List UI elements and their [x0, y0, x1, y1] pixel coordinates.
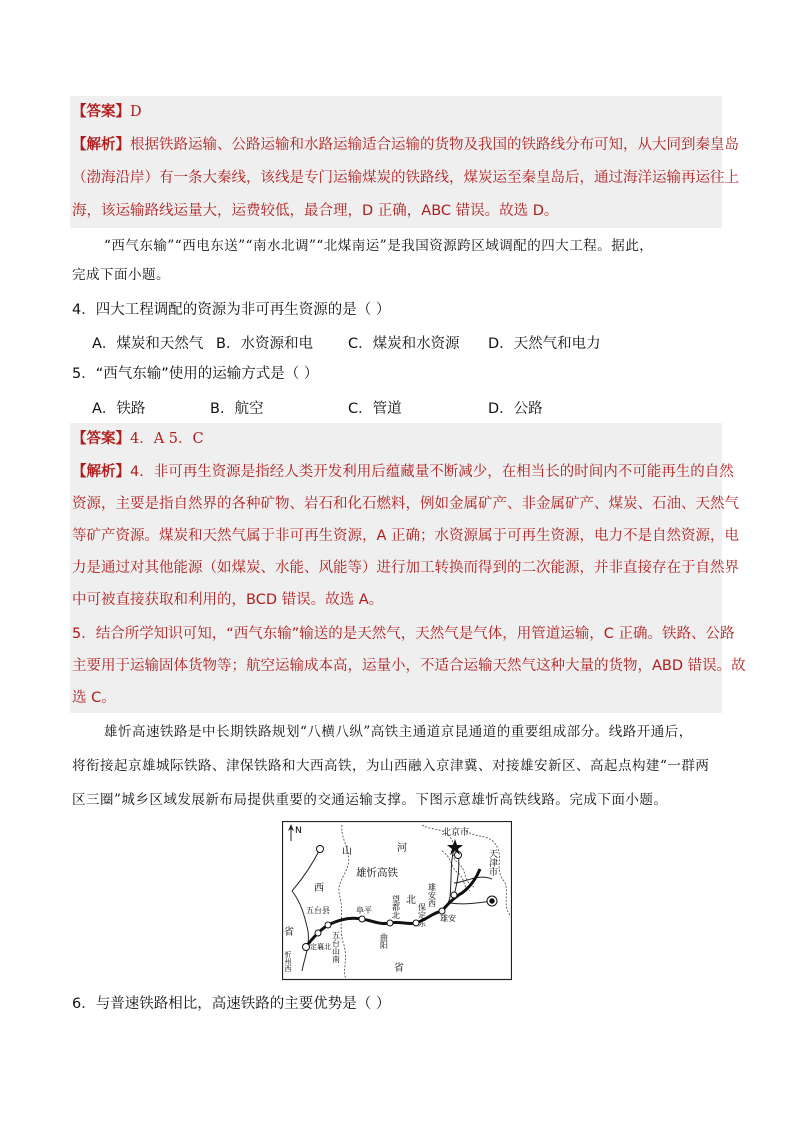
map-label-shan: 山 — [342, 846, 352, 857]
map-label-baodingdong: 保定东 — [417, 903, 427, 927]
analysis-line: 选 C。 — [72, 690, 116, 706]
map-label-sheng: 省 — [394, 963, 404, 974]
map-label-beijing: 北京市 — [442, 828, 470, 838]
analysis-line: 资源，主要是指自然界的各种矿物、岩石和化石燃料，例如金属矿产、非金属矿产、煤炭、石油、天然气 — [72, 496, 739, 512]
option-c: C．管道 — [348, 401, 402, 417]
map-label-sheng: 省 — [284, 927, 294, 938]
analysis-line: 等矿产资源。煤炭和天然气属于非可再生资源，A 正确；水资源属于可再生资源，电力不是自然资源，电 — [72, 528, 740, 544]
answer-value: 4．A 5．C — [130, 431, 204, 447]
analysis-line — [72, 135, 739, 155]
answer-value: D — [130, 104, 142, 120]
map-label-wangdubei: 望都北 — [391, 895, 401, 919]
question-intro: 将衔接起京雄城际铁路、津保铁路和大西高铁，为山西融入京津冀、对接雄安新区、高起点构建“一群两 — [72, 758, 710, 774]
question-stem-5: 5．“西气东输”使用的运输方式是（ ） — [72, 366, 319, 382]
map-label-tianjin: 天津市 — [487, 849, 497, 876]
map-label-wutaixian: 五台县 — [306, 906, 330, 915]
answer-line-2 — [72, 429, 204, 449]
option-c: C．煤炭和水资源 — [348, 336, 460, 352]
analysis-line: 中可被直接获取和利用的，BCD 错误。故选 A。 — [72, 592, 384, 608]
question-intro: 完成下面小题。 — [72, 267, 170, 283]
map-label-xionganxi: 雄安西 — [427, 883, 437, 907]
map-label-xiongan: 雄安 — [440, 914, 456, 923]
map-label-fuping: 阜平 — [356, 906, 372, 915]
analysis-line: 主要用于运输固体货物等；航空运输成本高，运量小，不适合运输天然气这种大量的货物，ABD 错误。故 — [72, 658, 746, 674]
map-label-xi: 西 — [314, 883, 324, 894]
map-label-bei: 北 — [406, 895, 416, 906]
question-stem-6: 6．与普速铁路相比，高速铁路的主要优势是（ ） — [72, 996, 391, 1012]
question-intro: 区三圈”城乡区域发展新布局提供重要的交通运输支撑。下图示意雄忻高铁线路。完成下面小题。 — [72, 792, 668, 808]
option-a: A．铁路 — [92, 401, 146, 417]
map-label-railway: 雄忻高铁 — [356, 867, 398, 879]
question-intro: “西气东输”“西电东送”“南水北调”“北煤南运”是我国资源跨区域调配的四大工程。据此， — [104, 238, 654, 254]
analysis-line: 海，该运输路线运量大，运费较低，最合理，D 正确，ABC 错误。故选 D。 — [72, 203, 559, 219]
option-b: B．水资源和电 — [216, 336, 313, 352]
answer-tag: 【答案】 — [72, 104, 130, 120]
railway-map — [282, 821, 512, 981]
answer-tag: 【答案】 — [72, 431, 130, 447]
analysis-line: 5．结合所学知识可知，“西气东输”输送的是天然气，天然气是气体，用管道运输，C 正确。铁路、公路 — [72, 626, 735, 642]
map-label-dingxiangbei: 定襄北 — [310, 943, 331, 951]
map-label-quyang: 曲阳 — [379, 933, 389, 949]
map-label-wutaishannan: 五台山南 — [331, 931, 341, 963]
analysis-tag: 【解析】 — [72, 137, 130, 153]
question-intro: 雄忻高速铁路是中长期铁路规划“八横八纵”高铁主通道京昆通道的重要组成部分。线路开通后， — [104, 724, 693, 740]
analysis-text: 4．非可再生资源是指经人类开发利用后蕴藏量不断减少，在相当长的时间内不可能再生的自然 — [130, 464, 734, 480]
option-a: A．煤炭和天然气 — [92, 336, 204, 352]
analysis-tag: 【解析】 — [72, 464, 130, 480]
map-label-xinzhouxi: 忻州西 — [284, 951, 292, 972]
svg-text:N: N — [295, 826, 302, 836]
option-d: D．天然气和电力 — [488, 336, 601, 352]
analysis-text: 根据铁路运输、公路运输和水路运输适合运输的货物及我国的铁路线分布可知，从大同到秦皇岛 — [130, 137, 739, 153]
analysis-line: 力是通过对其他能源（如煤炭、水能、风能等）进行加工转换而得到的二次能源，并非直接存在于自然界 — [72, 560, 739, 576]
question-stem-4: 4．四大工程调配的资源为非可再生资源的是（ ） — [72, 302, 391, 318]
answer-line-1 — [72, 102, 142, 122]
option-d: D．公路 — [488, 401, 543, 417]
option-b: B．航空 — [210, 401, 264, 417]
analysis-line: （渤海沿岸）有一条大秦线，该线是专门运输煤炭的铁路线，煤炭运至秦皇岛后，通过海洋运输再运往上 — [72, 170, 739, 186]
map-label-he: 河 — [397, 843, 407, 854]
analysis-line — [72, 462, 734, 482]
